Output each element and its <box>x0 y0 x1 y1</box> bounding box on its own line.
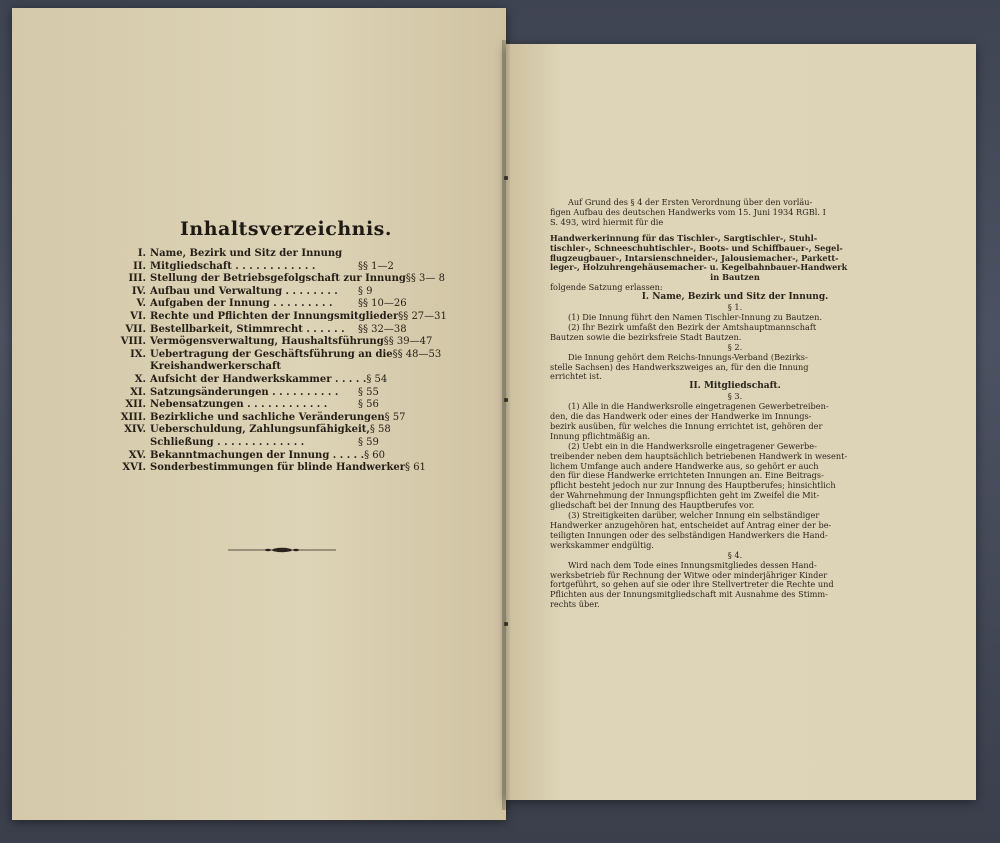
paragraph-number: § 3. <box>727 391 743 402</box>
toc-row: XIII. Bezirkliche und sachliche Veränderungen § 57 <box>120 411 406 423</box>
toc-row: I. Name, Bezirk und Sitz der Innung <box>137 248 343 259</box>
body-line: lichem Umfange auch andere Handwerke aus, so gehört er auch <box>550 460 819 471</box>
intro-line: Auf Grund des § 4 der Ersten Verordnung über den vorläu- <box>568 197 813 207</box>
toc-row: Schließung . . . . . . . . . . . . . § 59 <box>150 436 379 448</box>
body-line: den für diese Handwerke errichteten Innungen an. Eine Beitrags- <box>550 470 824 481</box>
body-line: der Wahrnehmung der Innungspflichten geht im Zweifel die Mit- <box>550 490 820 501</box>
intro-line: figen Aufbau des deutschen Handwerks vom 15. Juni 1934 RGBl. I <box>550 206 826 217</box>
body-line: den, die das Handwerk oder eines der Handwerke im Innungs- <box>550 411 812 422</box>
toc-row: X. Aufsicht der Handwerkskammer . . . . . § 54 <box>134 373 388 385</box>
body-line: Wird nach dem Tode eines Innungsmitgliedes dessen Hand- <box>568 559 817 570</box>
binding-stitch <box>504 176 508 180</box>
toc-row: VII. Bestellbarkeit, Stimmrecht . . . . . . §§ 32—38 <box>125 323 407 335</box>
guild-name-line: in Bautzen <box>710 272 760 283</box>
toc-row: II. Mitgliedschaft . . . . . . . . . . . . §§ 1—2 <box>133 260 394 272</box>
body-line: Handwerker anzugehören hat, entscheidet auf Antrag einer der be- <box>550 520 832 530</box>
ornament-divider-icon <box>228 547 336 553</box>
body-line: (3) Streitigkeiten darüber, welcher Innung ein selbständiger <box>568 510 820 521</box>
body-line: teiligten Innungen oder des selbständigen Handwerkers die Hand- <box>550 529 828 540</box>
body-line: (2) Uebt ein in die Handwerksrolle eingetragener Gewerbe- <box>568 440 817 451</box>
body-line: treibender neben dem hauptsächlich betriebenen Handwerk in wesent- <box>550 450 848 461</box>
section-heading: I. Name, Bezirk und Sitz der Innung. <box>641 292 829 303</box>
toc-row: XIV. Ueberschuldung, Zahlungsunfähigkeit, § 58 <box>124 424 391 436</box>
body-line: (2) Ihr Bezirk umfaßt den Bezirk der Amtshauptmannschaft <box>568 321 817 332</box>
statute-intro: folgende Satzung erlassen: <box>550 282 663 293</box>
body-line: werksbetrieb für Rechnung der Witwe oder minderjähriger Kinder <box>550 569 828 580</box>
guild-name-line: flugzeugbauer-, Intarsienschneider-, Jalousiemacher-, Parkett- <box>550 252 839 263</box>
body-line: errichtet ist. <box>550 371 602 382</box>
paragraph-number: § 4. <box>727 549 743 560</box>
paragraph-number: § 1. <box>727 302 743 313</box>
guild-name-line: Handwerkerinnung für das Tischler-, Sargtischler-, Stuhl- <box>550 232 818 243</box>
body-line: rechts über. <box>550 599 600 610</box>
binding-stitch <box>504 398 508 402</box>
toc-title: Inhaltsverzeichnis. <box>180 218 392 240</box>
body-line: Bautzen sowie die bezirksfreie Stadt Bautzen. <box>550 331 742 342</box>
table-of-contents <box>98 248 447 475</box>
statute-text <box>550 198 920 610</box>
section-heading: II. Mitgliedschaft. <box>689 381 781 392</box>
body-line: (1) Alle in die Handwerksrolle eingetragenen Gewerbetreiben- <box>568 401 829 412</box>
book-spine <box>502 40 510 810</box>
guild-name-line: tischler-, Schneeschuhtischler-, Boots- und Schiffbauer-, Segel- <box>550 242 843 253</box>
toc-row: Kreishandwerkerschaft <box>150 361 281 373</box>
toc-row: XI. Satzungsänderungen . . . . . . . . . . § 55 <box>130 386 379 398</box>
toc-row: IX. Uebertragung der Geschäftsführung an die §§ 48—53 <box>130 348 442 360</box>
toc-row: XV. Bekanntmachungen der Innung . . . . . § 60 <box>128 449 386 461</box>
toc-row: III. Stellung der Betriebsgefolgschaft zur Innung §§ 3— 8 <box>128 273 445 285</box>
body-line: Innung pflichtmäßig an. <box>550 430 650 441</box>
toc-row: IV. Aufbau und Verwaltung . . . . . . . . § 9 <box>131 285 373 297</box>
guild-name-line: leger-, Holzuhrengehäusemacher- u. Kegelbahnbauer-Handwerk <box>550 262 848 273</box>
intro-line: S. 493, wird hiermit für die <box>550 216 664 227</box>
body-line: bezirk ausüben, für welches die Innung errichtet ist, gehören der <box>550 420 823 431</box>
toc-row: XII. Nebensatzungen . . . . . . . . . . . . § 56 <box>125 399 379 411</box>
body-line: fortgeführt, so gehen auf sie oder ihre Stellvertreter die Rechte und <box>550 579 834 590</box>
toc-row: VI. Rechte und Pflichten der Innungsmitglieder §§ 27—31 <box>130 310 447 322</box>
body-line: pflicht besteht jedoch nur zur Innung des Hauptberufes; hinsichtlich <box>550 480 836 491</box>
toc-row: V. Aufgaben der Innung . . . . . . . . . §§ 10—26 <box>136 298 407 310</box>
body-line: gliedschaft bei der Innung des Hauptberufes vor. <box>550 500 755 511</box>
paragraph-number: § 2. <box>727 341 743 352</box>
body-line: stelle Sachsen) des Handwerkszweiges an, für den die Innung <box>550 361 809 372</box>
body-line: werkskammer endgültig. <box>550 539 654 550</box>
toc-row: VIII. Vermögensverwaltung, Haushaltsführung §§ 39—47 <box>120 336 433 348</box>
body-line: (1) Die Innung führt den Namen Tischler-Innung zu Bautzen. <box>568 311 823 322</box>
binding-stitch <box>504 622 508 626</box>
toc-row: XVI. Sonderbestimmungen für blinde Handwerker § 61 <box>122 462 426 474</box>
body-line: Pflichten aus der Innungsmitgliedschaft mit Ausnahme des Stimm- <box>550 589 828 600</box>
body-line: Die Innung gehört dem Reichs-Innungs-Verband (Bezirks- <box>568 351 808 362</box>
